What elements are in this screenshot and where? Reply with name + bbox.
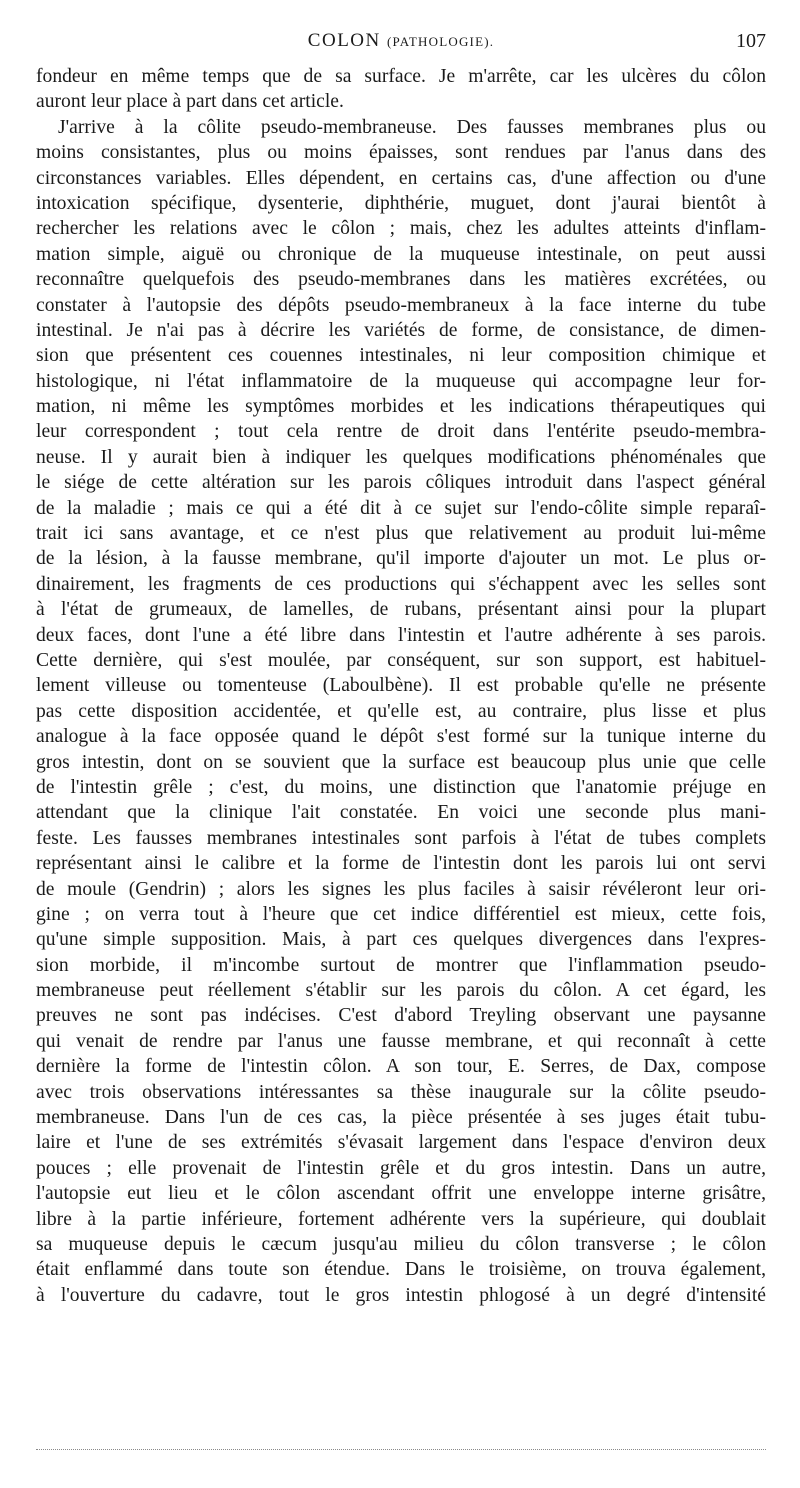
text-line: rechercher les relations avec le côlon ; mais, chez les adultes atteints d'inflam- bbox=[36, 218, 766, 240]
text-line: à l'ouverture du cadavre, tout le gros intestin phlogosé à un degré d'intensité bbox=[36, 1284, 766, 1306]
text-line: pas cette disposition accidentée, et qu'elle est, au contraire, plus lisse et plus bbox=[36, 700, 766, 722]
text-line: sa muqueuse depuis le cæcum jusqu'au milieu du côlon transverse ; le côlon bbox=[36, 1233, 766, 1255]
text-line: reconnaître quelquefois des pseudo-membranes dans les matières excrétées, ou bbox=[36, 269, 766, 291]
text-line: intestinal. Je n'ai pas à décrire les variétés de forme, de consistance, de dimen- bbox=[36, 319, 766, 341]
text-line: gros intestin, dont on se souvient que la surface est beaucoup plus unie que celle bbox=[36, 751, 766, 773]
text-line: représentant ainsi le calibre et la forme de l'intestin dont les parois lui ont servi bbox=[36, 853, 766, 875]
header-subtitle: (PATHOLOGIE). bbox=[387, 34, 495, 49]
text-line: de moule (Gendrin) ; alors les signes les plus faciles à saisir révéleront leur ori- bbox=[36, 878, 766, 900]
text-line: libre à la partie inférieure, fortement adhérente vers la supérieure, qui doublait bbox=[36, 1208, 766, 1230]
text-line: était enflammé dans toute son étendue. Dans le troisième, on trouva également, bbox=[36, 1259, 766, 1281]
text-line: moins consistantes, plus ou moins épaisses, sont rendues par l'anus dans des bbox=[36, 142, 766, 164]
text-line: trait ici sans avantage, et ce n'est plus que relativement au produit lui-même bbox=[36, 523, 766, 545]
text-line: de la lésion, à la fausse membrane, qu'il importe d'ajouter un mot. Le plus or- bbox=[36, 548, 766, 570]
text-line: analogue à la face opposée quand le dépôt s'est formé sur la tunique interne du bbox=[36, 726, 766, 748]
header-title: COLON bbox=[307, 30, 381, 51]
text-line: avec trois observations intéressantes sa thèse inaugurale sur la côlite pseudo- bbox=[36, 1081, 766, 1103]
text-line: lement villeuse ou tomenteuse (Laboulbène). Il est probable qu'elle ne présente bbox=[36, 675, 766, 697]
text-line: gine ; on verra tout à l'heure que cet indice différentiel est mieux, cette fois, bbox=[36, 903, 766, 925]
text-line: J'arrive à la côlite pseudo-membraneuse. Des fausses membranes plus ou bbox=[58, 116, 766, 138]
text-line: pouces ; elle provenait de l'intestin grêle et du gros intestin. Dans un autre, bbox=[36, 1157, 766, 1179]
text-line: membraneuse. Dans l'un de ces cas, la pièce présentée à ses juges était tubu- bbox=[36, 1107, 766, 1129]
text-line: de la maladie ; mais ce qui a été dit à ce sujet sur l'endo-côlite simple reparaî- bbox=[36, 497, 766, 519]
text-line: circonstances variables. Elles dépendent, en certains cas, d'une affection ou d'une bbox=[36, 167, 766, 189]
text-line: qui venait de rendre par l'anus une fausse membrane, et qui reconnaît à cette bbox=[36, 1030, 766, 1052]
text-line: laire et l'une de ses extrémités s'évasait largement dans l'espace d'environ deux bbox=[36, 1132, 766, 1154]
text-line: dernière la forme de l'intestin côlon. A son tour, E. Serres, de Dax, compose bbox=[36, 1056, 766, 1078]
text-line: sion morbide, il m'incombe surtout de montrer que l'inflammation pseudo- bbox=[36, 954, 766, 976]
text-line: à l'état de grumeaux, de lamelles, de rubans, présentant ainsi pour la plupart bbox=[36, 599, 766, 621]
page-number: 107 bbox=[736, 30, 766, 52]
text-line: feste. Les fausses membranes intestinales sont parfois à l'état de tubes complets bbox=[36, 827, 766, 849]
text-line: preuves ne sont pas indécises. C'est d'abord Treyling observant une paysanne bbox=[36, 1005, 766, 1027]
text-line: de l'intestin grêle ; c'est, du moins, une distinction que l'anatomie préjuge en bbox=[36, 776, 766, 798]
text-line: membraneuse peut réellement s'établir sur les parois du côlon. A cet égard, les bbox=[36, 980, 766, 1002]
text-line: dinairement, les fragments de ces productions qui s'échappent avec les selles sont bbox=[36, 573, 766, 595]
text-line: constater à l'autopsie des dépôts pseudo-membraneux à la face interne du tube bbox=[36, 294, 766, 316]
footer-dotted-rule bbox=[36, 1449, 766, 1450]
text-line: mation, ni même les symptômes morbides et les indications thérapeutiques qui bbox=[36, 396, 766, 418]
text-line: auront leur place à part dans cet article. bbox=[36, 91, 344, 113]
body-text bbox=[36, 64, 766, 1308]
text-line: l'autopsie eut lieu et le côlon ascendant offrit une enveloppe interne grisâtre, bbox=[36, 1183, 766, 1205]
text-line: qu'une simple supposition. Mais, à part ces quelques divergences dans l'expres- bbox=[36, 929, 766, 951]
text-line: mation simple, aiguë ou chronique de la muqueuse intestinale, on peut aussi bbox=[36, 243, 766, 265]
text-line: histologique, ni l'état inflammatoire de la muqueuse qui accompagne leur for- bbox=[36, 370, 766, 392]
text-line: fondeur en même temps que de sa surface. Je m'arrête, car les ulcères du côlon bbox=[36, 66, 766, 87]
running-head bbox=[36, 30, 766, 58]
text-line: attendant que la clinique l'ait constatée. En voici une seconde plus mani- bbox=[36, 802, 766, 824]
text-line: neuse. Il y aurait bien à indiquer les quelques modifications phénoménales que bbox=[36, 446, 766, 468]
text-line: intoxication spécifique, dysenterie, diphthérie, muguet, dont j'aurai bientôt à bbox=[36, 192, 766, 214]
text-line: le siége de cette altération sur les parois côliques introduit dans l'aspect général bbox=[36, 472, 766, 494]
text-line: leur correspondent ; tout cela rentre de droit dans l'entérite pseudo-membra- bbox=[36, 421, 766, 443]
text-line: Cette dernière, qui s'est moulée, par conséquent, sur son support, est habituel- bbox=[36, 649, 766, 671]
text-line: sion que présentent ces couennes intestinales, ni leur composition chimique et bbox=[36, 345, 766, 367]
running-title bbox=[36, 30, 766, 52]
text-line: deux faces, dont l'une a été libre dans l'intestin et l'autre adhérente à ses parois. bbox=[36, 624, 766, 646]
